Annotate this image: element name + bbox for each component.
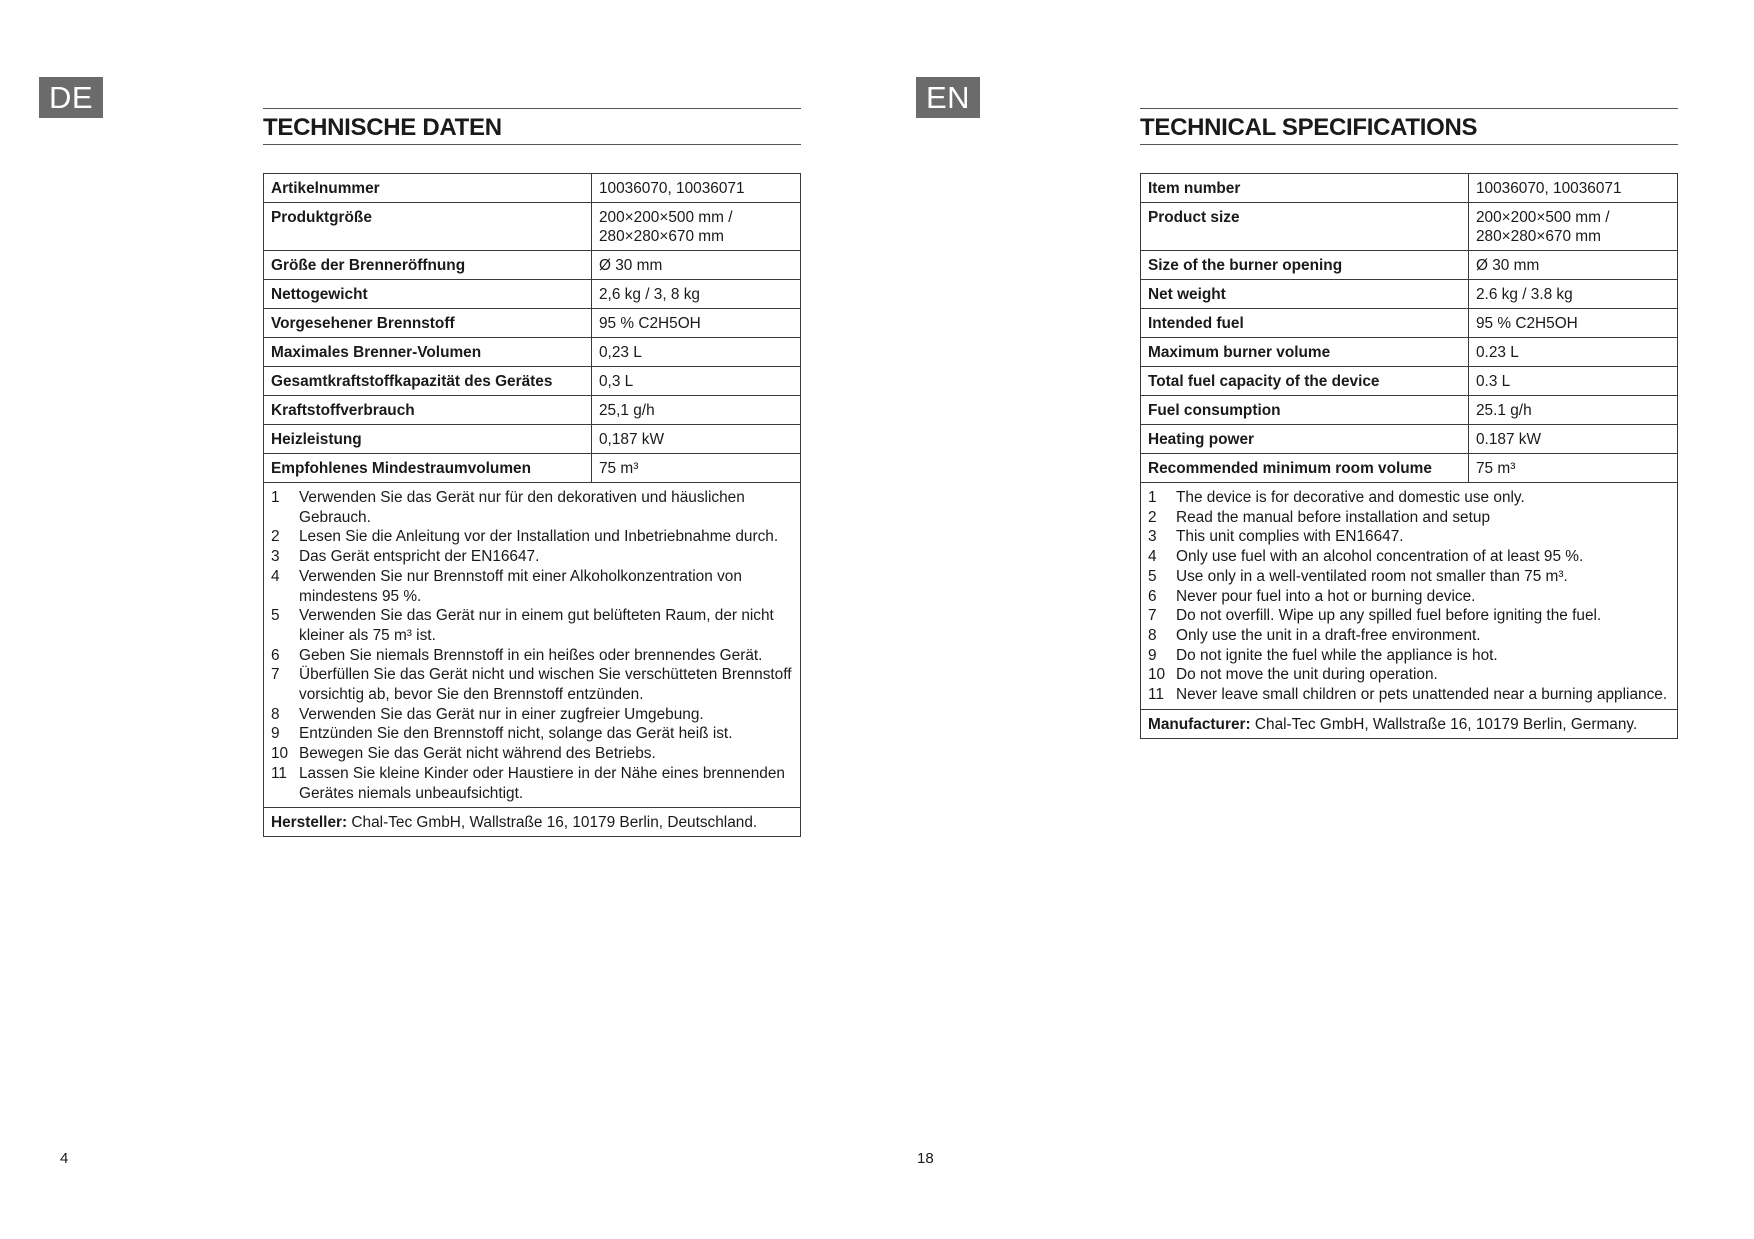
table-row	[264, 251, 801, 280]
table-row	[1141, 251, 1678, 280]
language-badge: DE	[39, 77, 103, 118]
list-item	[1148, 527, 1670, 547]
note-text: Never leave small children or pets unattended near a burning appliance.	[1176, 686, 1668, 704]
spec-label: Empfohlenes Mindestraumvolumen	[264, 454, 592, 483]
manufacturer-text: Chal-Tec GmbH, Wallstraße 16, 10179 Berlin, Deutschland.	[347, 814, 758, 832]
spec-label: Recommended minimum room volume	[1141, 454, 1469, 483]
spec-value: 0.187 kW	[1469, 425, 1678, 454]
note-text: Verwenden Sie das Gerät nur in einer zugfreier Umgebung.	[299, 705, 704, 723]
spec-label: Item number	[1141, 174, 1469, 203]
notes-row	[264, 483, 801, 808]
spec-section	[1140, 108, 1678, 739]
spec-value: 0,187 kW	[592, 425, 801, 454]
note-text: Do not ignite the fuel while the appliance is hot.	[1176, 646, 1498, 664]
note-text: The device is for decorative and domestic use only.	[1176, 489, 1525, 506]
note-number: 6	[1148, 587, 1157, 605]
list-item	[271, 764, 793, 803]
note-text: Das Gerät entspricht der EN16647.	[299, 548, 540, 566]
section-heading: TECHNICAL SPECIFICATIONS	[1140, 108, 1678, 145]
spec-section	[263, 108, 801, 837]
manufacturer-row	[1141, 709, 1678, 738]
spec-value: 200×200×500 mm / 280×280×670 mm	[1469, 203, 1678, 251]
note-number: 2	[1148, 508, 1157, 526]
list-item	[271, 744, 793, 764]
spec-value: Ø 30 mm	[1469, 251, 1678, 280]
spec-value: 0,3 L	[592, 367, 801, 396]
safety-notes	[1141, 483, 1678, 710]
note-number: 10	[271, 745, 289, 763]
list-item	[1148, 547, 1670, 567]
notes-row	[1141, 483, 1678, 710]
spec-value: 25,1 g/h	[592, 396, 801, 425]
spec-value: 10036070, 10036071	[592, 174, 801, 203]
note-number: 5	[1148, 567, 1157, 585]
spec-table	[263, 173, 801, 837]
list-item	[1148, 587, 1670, 607]
spec-label: Net weight	[1141, 280, 1469, 309]
note-text: Lesen Sie die Anleitung vor der Installation und Inbetriebnahme durch.	[299, 528, 779, 546]
spec-value: 75 m³	[592, 454, 801, 483]
spec-value: 0.23 L	[1469, 338, 1678, 367]
table-row	[1141, 425, 1678, 454]
note-text: Geben Sie niemals Brennstoff in ein heißes oder brennendes Gerät.	[299, 646, 763, 664]
table-row	[1141, 396, 1678, 425]
manufacturer-row	[264, 808, 801, 837]
list-item	[271, 547, 793, 567]
spec-label: Heating power	[1141, 425, 1469, 454]
table-row	[1141, 174, 1678, 203]
list-item	[1148, 606, 1670, 626]
note-text: Only use the unit in a draft-free environment.	[1176, 626, 1481, 644]
list-item	[1148, 685, 1670, 705]
note-number: 4	[271, 567, 280, 585]
language-badge: EN	[916, 77, 980, 118]
table-row	[264, 454, 801, 483]
spec-value: 10036070, 10036071	[1469, 174, 1678, 203]
manufacturer-label: Manufacturer:	[1148, 715, 1251, 733]
table-row	[264, 338, 801, 367]
page-number: 4	[60, 1150, 69, 1167]
list-item	[271, 646, 793, 666]
safety-notes	[264, 483, 801, 808]
page-en	[877, 0, 1754, 1239]
spec-label: Vorgesehener Brennstoff	[264, 309, 592, 338]
notes-list	[271, 488, 793, 803]
note-number: 8	[1148, 626, 1157, 644]
note-text: Do not move the unit during operation.	[1176, 666, 1438, 684]
table-row	[1141, 454, 1678, 483]
spec-value: 200×200×500 mm / 280×280×670 mm	[592, 203, 801, 251]
list-item	[1148, 646, 1670, 666]
table-row	[264, 280, 801, 309]
note-number: 11	[271, 764, 287, 782]
list-item	[271, 567, 793, 606]
list-item	[1148, 567, 1670, 587]
note-number: 3	[1148, 528, 1157, 546]
spec-table	[1140, 173, 1678, 739]
table-row	[264, 396, 801, 425]
table-row	[1141, 338, 1678, 367]
table-row	[1141, 280, 1678, 309]
list-item	[271, 606, 793, 645]
note-number: 10	[1148, 666, 1166, 684]
spec-value: Ø 30 mm	[592, 251, 801, 280]
list-item	[271, 705, 793, 725]
spec-value: 2,6 kg / 3, 8 kg	[592, 280, 801, 309]
manufacturer-text: Chal-Tec GmbH, Wallstraße 16, 10179 Berlin, Germany.	[1250, 715, 1638, 733]
table-row	[264, 309, 801, 338]
note-number: 7	[1148, 607, 1157, 625]
spec-label: Gesamtkraftstoffkapazität des Gerätes	[264, 367, 592, 396]
note-text: Read the manual before installation and setup	[1176, 508, 1491, 526]
note-text: Use only in a well-ventilated room not smaller than 75 m³.	[1176, 567, 1568, 585]
note-number: 5	[271, 607, 280, 625]
notes-list	[1148, 488, 1670, 705]
note-text: Überfüllen Sie das Gerät nicht und wischen Sie verschütteten Brennstoff vorsichtig ab, bevor Sie den Brennstoff entzünden.	[299, 666, 792, 704]
note-text: Verwenden Sie das Gerät nur für den dekorativen und häuslichen Gebrauch.	[299, 489, 745, 526]
spec-value: 2.6 kg / 3.8 kg	[1469, 280, 1678, 309]
table-row	[1141, 203, 1678, 251]
spec-value: 0,23 L	[592, 338, 801, 367]
section-heading: TECHNISCHE DATEN	[263, 108, 801, 145]
spec-label: Produktgröße	[264, 203, 592, 251]
note-text: Never pour fuel into a hot or burning device.	[1176, 587, 1476, 605]
note-text: Lassen Sie kleine Kinder oder Haustiere in der Nähe eines brennenden Gerätes niemals unbeaufsichtigt.	[299, 764, 785, 802]
spec-label: Größe der Brenneröffnung	[264, 251, 592, 280]
spec-value: 95 % C2H5OH	[592, 309, 801, 338]
table-row	[1141, 309, 1678, 338]
note-text: Only use fuel with an alcohol concentration of at least 95 %.	[1176, 548, 1584, 566]
spec-label: Fuel consumption	[1141, 396, 1469, 425]
list-item	[271, 488, 793, 527]
spec-label: Kraftstoffverbrauch	[264, 396, 592, 425]
table-row	[264, 425, 801, 454]
note-text: Verwenden Sie das Gerät nur in einem gut belüfteten Raum, der nicht kleiner als 75 m³ ist.	[299, 607, 774, 644]
note-number: 7	[271, 666, 280, 684]
note-number: 2	[271, 528, 280, 546]
table-row	[264, 203, 801, 251]
list-item	[271, 665, 793, 704]
table-row	[264, 174, 801, 203]
note-number: 11	[1148, 686, 1164, 704]
spec-label: Nettogewicht	[264, 280, 592, 309]
note-number: 1	[1148, 489, 1157, 506]
note-text: Verwenden Sie nur Brennstoff mit einer Alkoholkonzentration von mindestens 95 %.	[299, 567, 742, 605]
spec-value: 95 % C2H5OH	[1469, 309, 1678, 338]
list-item	[1148, 665, 1670, 685]
spec-label: Maximum burner volume	[1141, 338, 1469, 367]
note-number: 9	[271, 725, 280, 743]
manufacturer-label: Hersteller:	[271, 814, 348, 832]
spec-label: Product size	[1141, 203, 1469, 251]
list-item	[1148, 508, 1670, 528]
list-item	[1148, 488, 1670, 508]
table-row	[1141, 367, 1678, 396]
page-number: 18	[917, 1150, 934, 1167]
spec-label: Heizleistung	[264, 425, 592, 454]
spec-label: Total fuel capacity of the device	[1141, 367, 1469, 396]
note-number: 8	[271, 705, 280, 723]
manufacturer-info	[264, 808, 801, 837]
note-text: Do not overfill. Wipe up any spilled fuel before igniting the fuel.	[1176, 607, 1602, 625]
note-text: Entzünden Sie den Brennstoff nicht, solange das Gerät heiß ist.	[299, 725, 733, 743]
spec-value: 25.1 g/h	[1469, 396, 1678, 425]
note-text: Bewegen Sie das Gerät nicht während des Betriebs.	[299, 745, 656, 763]
table-row	[264, 367, 801, 396]
spec-label: Maximales Brenner-Volumen	[264, 338, 592, 367]
note-number: 4	[1148, 548, 1157, 566]
note-text: This unit complies with EN16647.	[1176, 528, 1404, 546]
list-item	[271, 527, 793, 547]
list-item	[1148, 626, 1670, 646]
note-number: 3	[271, 548, 280, 566]
spec-label: Size of the burner opening	[1141, 251, 1469, 280]
note-number: 6	[271, 646, 280, 664]
spec-label: Intended fuel	[1141, 309, 1469, 338]
spec-value: 75 m³	[1469, 454, 1678, 483]
spec-label: Artikelnummer	[264, 174, 592, 203]
list-item	[271, 724, 793, 744]
spec-value: 0.3 L	[1469, 367, 1678, 396]
manufacturer-info	[1141, 709, 1678, 738]
note-number: 1	[271, 489, 280, 506]
note-number: 9	[1148, 646, 1157, 664]
